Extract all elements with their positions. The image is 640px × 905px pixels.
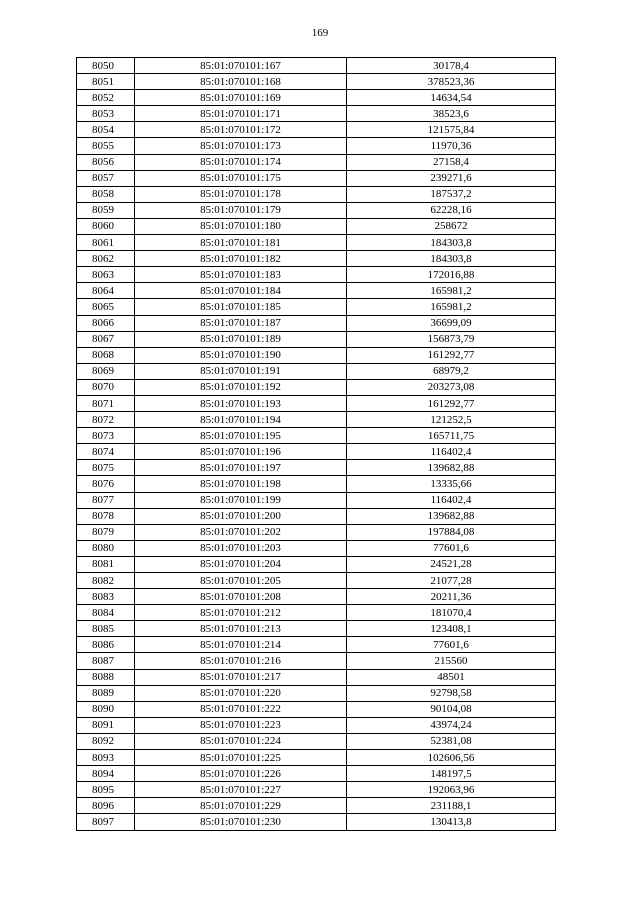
value-cell: 77601,6 [347,540,556,556]
row-number-cell: 8077 [77,492,135,508]
row-number-cell: 8063 [77,267,135,283]
cadastral-number-cell: 85:01:070101:214 [135,637,347,653]
value-cell: 139682,88 [347,508,556,524]
table-row [77,685,556,701]
table-row [77,653,556,669]
cadastral-number-cell: 85:01:070101:193 [135,395,347,411]
value-cell: 121252,5 [347,412,556,428]
value-cell: 14634,54 [347,90,556,106]
value-cell: 172016,88 [347,267,556,283]
table-row [77,202,556,218]
value-cell: 24521,28 [347,556,556,572]
row-number-cell: 8075 [77,460,135,476]
table-row [77,573,556,589]
row-number-cell: 8073 [77,428,135,444]
table-row [77,508,556,524]
table-row [77,412,556,428]
value-cell: 203273,08 [347,379,556,395]
row-number-cell: 8097 [77,814,135,830]
cadastral-number-cell: 85:01:070101:200 [135,508,347,524]
value-cell: 52381,08 [347,733,556,749]
value-cell: 165981,2 [347,283,556,299]
row-number-cell: 8055 [77,138,135,154]
value-cell: 21077,28 [347,573,556,589]
cadastral-number-cell: 85:01:070101:169 [135,90,347,106]
row-number-cell: 8079 [77,524,135,540]
value-cell: 48501 [347,669,556,685]
value-cell: 38523,6 [347,106,556,122]
cadastral-number-cell: 85:01:070101:194 [135,412,347,428]
row-number-cell: 8088 [77,669,135,685]
table-row [77,717,556,733]
cadastral-number-cell: 85:01:070101:174 [135,154,347,170]
row-number-cell: 8086 [77,637,135,653]
cadastral-number-cell: 85:01:070101:195 [135,428,347,444]
cadastral-number-cell: 85:01:070101:173 [135,138,347,154]
row-number-cell: 8060 [77,218,135,234]
row-number-cell: 8064 [77,283,135,299]
table-row [77,766,556,782]
value-cell: 165711,75 [347,428,556,444]
table-row [77,379,556,395]
value-cell: 102606,56 [347,750,556,766]
table-row [77,589,556,605]
value-cell: 27158,4 [347,154,556,170]
value-cell: 43974,24 [347,717,556,733]
table-row [77,669,556,685]
row-number-cell: 8087 [77,653,135,669]
row-number-cell: 8061 [77,235,135,251]
cadastral-number-cell: 85:01:070101:172 [135,122,347,138]
row-number-cell: 8050 [77,58,135,74]
row-number-cell: 8094 [77,766,135,782]
value-cell: 123408,1 [347,621,556,637]
value-cell: 184303,8 [347,251,556,267]
table-row [77,621,556,637]
value-cell: 11970,36 [347,138,556,154]
cadastral-number-cell: 85:01:070101:197 [135,460,347,476]
table-row [77,218,556,234]
table-row [77,637,556,653]
page-number: 169 [311,27,329,39]
cadastral-number-cell: 85:01:070101:190 [135,347,347,363]
row-number-cell: 8056 [77,154,135,170]
cadastral-number-cell: 85:01:070101:181 [135,235,347,251]
row-number-cell: 8066 [77,315,135,331]
row-number-cell: 8091 [77,717,135,733]
table-row [77,122,556,138]
cadastral-number-cell: 85:01:070101:224 [135,733,347,749]
row-number-cell: 8092 [77,733,135,749]
row-number-cell: 8053 [77,106,135,122]
row-number-cell: 8065 [77,299,135,315]
row-number-cell: 8074 [77,444,135,460]
cadastral-number-cell: 85:01:070101:204 [135,556,347,572]
value-cell: 161292,77 [347,347,556,363]
table-row [77,750,556,766]
row-number-cell: 8054 [77,122,135,138]
value-cell: 13335,66 [347,476,556,492]
value-cell: 36699,09 [347,315,556,331]
table-row [77,90,556,106]
cadastral-number-cell: 85:01:070101:208 [135,589,347,605]
cadastral-number-cell: 85:01:070101:213 [135,621,347,637]
table-row [77,556,556,572]
cadastral-number-cell: 85:01:070101:191 [135,363,347,379]
row-number-cell: 8080 [77,540,135,556]
table-row [77,235,556,251]
table-row [77,106,556,122]
cadastral-number-cell: 85:01:070101:175 [135,170,347,186]
value-cell: 20211,36 [347,589,556,605]
cadastral-number-cell: 85:01:070101:187 [135,315,347,331]
cadastral-number-cell: 85:01:070101:217 [135,669,347,685]
value-cell: 184303,8 [347,235,556,251]
value-cell: 139682,88 [347,460,556,476]
cadastral-number-cell: 85:01:070101:220 [135,685,347,701]
row-number-cell: 8062 [77,251,135,267]
row-number-cell: 8068 [77,347,135,363]
value-cell: 90104,08 [347,701,556,717]
value-cell: 165981,2 [347,299,556,315]
cadastral-number-cell: 85:01:070101:203 [135,540,347,556]
table-row [77,299,556,315]
table-row [77,814,556,830]
cadastral-number-cell: 85:01:070101:229 [135,798,347,814]
cadastral-number-cell: 85:01:070101:226 [135,766,347,782]
value-cell: 231188,1 [347,798,556,814]
table-row [77,58,556,74]
cadastral-number-cell: 85:01:070101:184 [135,283,347,299]
table-row [77,460,556,476]
value-cell: 258672 [347,218,556,234]
row-number-cell: 8081 [77,556,135,572]
value-cell: 116402,4 [347,444,556,460]
cadastral-number-cell: 85:01:070101:183 [135,267,347,283]
row-number-cell: 8093 [77,750,135,766]
row-number-cell: 8052 [77,90,135,106]
table-row [77,186,556,202]
table-row [77,524,556,540]
table-row [77,733,556,749]
value-cell: 187537,2 [347,186,556,202]
table-row [77,798,556,814]
value-cell: 130413,8 [347,814,556,830]
table-row [77,492,556,508]
row-number-cell: 8069 [77,363,135,379]
cadastral-number-cell: 85:01:070101:180 [135,218,347,234]
value-cell: 181070,4 [347,605,556,621]
row-number-cell: 8072 [77,412,135,428]
table-row [77,331,556,347]
table-row [77,154,556,170]
cadastral-number-cell: 85:01:070101:167 [135,58,347,74]
row-number-cell: 8085 [77,621,135,637]
row-number-cell: 8071 [77,395,135,411]
row-number-cell: 8082 [77,573,135,589]
value-cell: 378523,36 [347,74,556,90]
cadastral-number-cell: 85:01:070101:212 [135,605,347,621]
row-number-cell: 8067 [77,331,135,347]
value-cell: 92798,58 [347,685,556,701]
table-row [77,170,556,186]
value-cell: 77601,6 [347,637,556,653]
cadastral-number-cell: 85:01:070101:189 [135,331,347,347]
row-number-cell: 8051 [77,74,135,90]
row-number-cell: 8096 [77,798,135,814]
cadastral-number-cell: 85:01:070101:168 [135,74,347,90]
cadastral-number-cell: 85:01:070101:205 [135,573,347,589]
table-row [77,428,556,444]
cadastral-number-cell: 85:01:070101:196 [135,444,347,460]
value-cell: 197884,08 [347,524,556,540]
value-cell: 215560 [347,653,556,669]
table-body [77,58,556,831]
table-row [77,605,556,621]
table-row [77,347,556,363]
table-row [77,315,556,331]
row-number-cell: 8089 [77,685,135,701]
table-row [77,782,556,798]
table-row [77,74,556,90]
data-table [76,57,556,831]
row-number-cell: 8057 [77,170,135,186]
table-row [77,395,556,411]
table-row [77,444,556,460]
value-cell: 116402,4 [347,492,556,508]
cadastral-number-cell: 85:01:070101:222 [135,701,347,717]
cadastral-number-cell: 85:01:070101:227 [135,782,347,798]
cadastral-number-cell: 85:01:070101:185 [135,299,347,315]
cadastral-number-cell: 85:01:070101:216 [135,653,347,669]
value-cell: 68979,2 [347,363,556,379]
cadastral-number-cell: 85:01:070101:225 [135,750,347,766]
value-cell: 156873,79 [347,331,556,347]
row-number-cell: 8059 [77,202,135,218]
cadastral-number-cell: 85:01:070101:171 [135,106,347,122]
cadastral-number-cell: 85:01:070101:178 [135,186,347,202]
row-number-cell: 8076 [77,476,135,492]
row-number-cell: 8090 [77,701,135,717]
table-row [77,476,556,492]
row-number-cell: 8058 [77,186,135,202]
value-cell: 30178,4 [347,58,556,74]
value-cell: 148197,5 [347,766,556,782]
value-cell: 239271,6 [347,170,556,186]
value-cell: 161292,77 [347,395,556,411]
cadastral-number-cell: 85:01:070101:198 [135,476,347,492]
row-number-cell: 8083 [77,589,135,605]
table-row [77,138,556,154]
cadastral-number-cell: 85:01:070101:202 [135,524,347,540]
value-cell: 121575,84 [347,122,556,138]
table-row [77,363,556,379]
row-number-cell: 8084 [77,605,135,621]
row-number-cell: 8078 [77,508,135,524]
cadastral-number-cell: 85:01:070101:223 [135,717,347,733]
value-cell: 62228,16 [347,202,556,218]
cadastral-number-cell: 85:01:070101:230 [135,814,347,830]
cadastral-number-cell: 85:01:070101:199 [135,492,347,508]
table-row [77,283,556,299]
row-number-cell: 8095 [77,782,135,798]
table-row [77,251,556,267]
cadastral-number-cell: 85:01:070101:182 [135,251,347,267]
cadastral-number-cell: 85:01:070101:179 [135,202,347,218]
table-row [77,540,556,556]
table-row [77,267,556,283]
row-number-cell: 8070 [77,379,135,395]
value-cell: 192063,96 [347,782,556,798]
table-row [77,701,556,717]
cadastral-number-cell: 85:01:070101:192 [135,379,347,395]
